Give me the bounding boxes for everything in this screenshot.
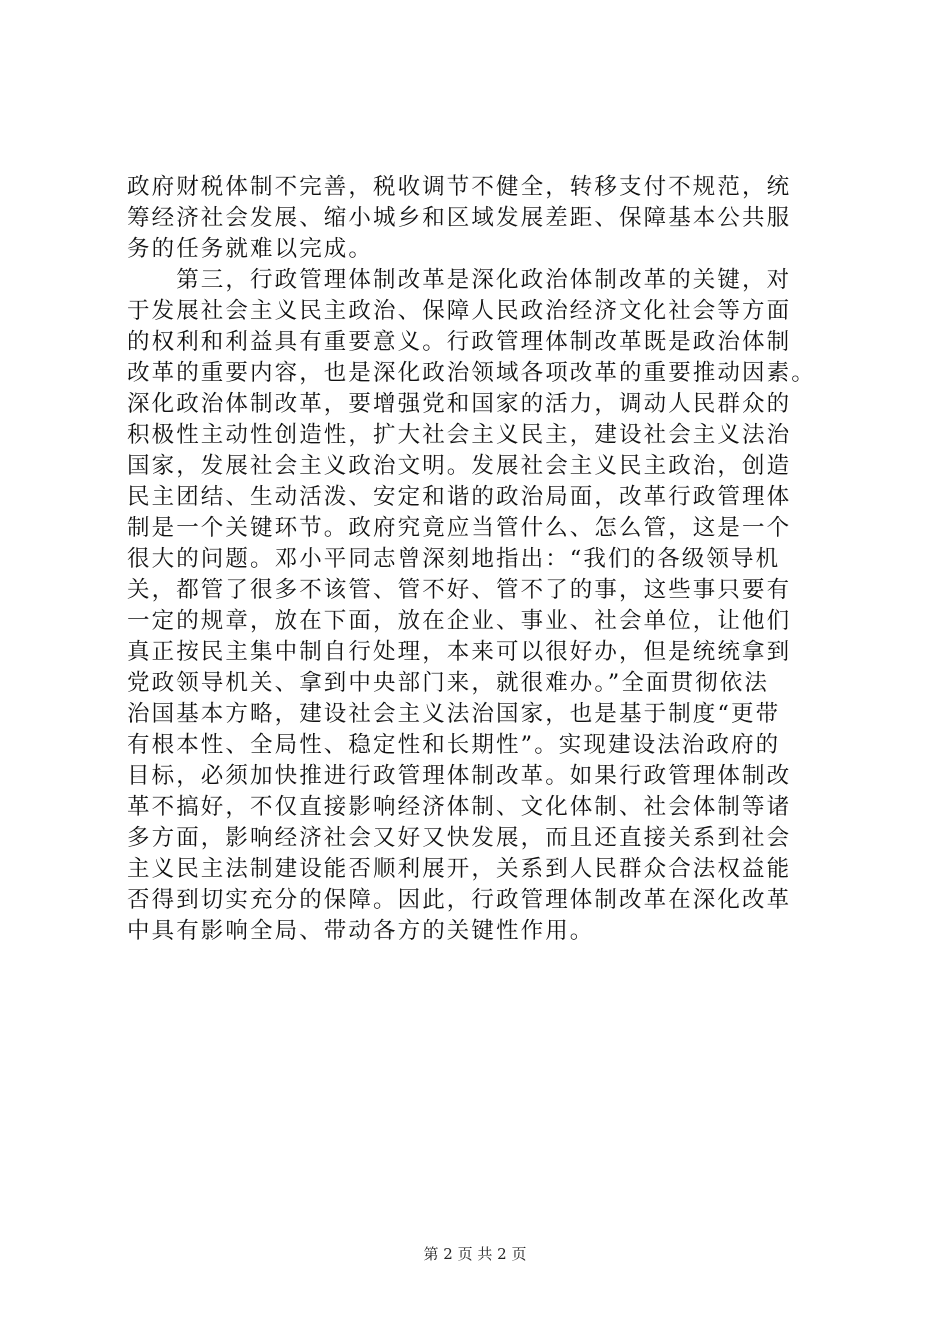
text-line: 否得到切实充分的保障。因此，行政管理体制改革在深化改革	[127, 887, 792, 913]
text-line: 主义民主法制建设能否顺利展开，关系到人民群众合法权益能	[127, 856, 792, 882]
text-line: 积极性主动性创造性，扩大社会主义民主，建设社会主义法治	[127, 422, 792, 448]
text-line: 有根本性、全局性、稳定性和长期性”。实现建设法治政府的	[127, 732, 781, 758]
page-number-footer: 第 2 页 共 2 页	[423, 1245, 527, 1263]
text-line: 很大的问题。邓小平同志曾深刻地指出：“我们的各级领导机	[127, 546, 781, 572]
text-line: 民主团结、生动活泼、安定和谐的政治局面，改革行政管理体	[127, 484, 792, 510]
text-line: 国家，发展社会主义政治文明。发展社会主义民主政治，创造	[127, 453, 792, 479]
text-line: 的权利和利益具有重要意义。行政管理体制改革既是政治体制	[127, 329, 792, 355]
text-line: 筹经济社会发展、缩小城乡和区域发展差距、保障基本公共服	[127, 205, 792, 231]
text-line: 关，都管了很多不该管、管不好、管不了的事，这些事只要有	[127, 577, 792, 603]
text-line: 党政领导机关、拿到中央部门来，就很难办。”全面贯彻依法	[127, 670, 769, 696]
text-line: 中具有影响全局、带动各方的关键性作用。	[127, 918, 595, 944]
text-line: 深化政治体制改革，要增强党和国家的活力，调动人民群众的	[127, 391, 792, 417]
text-line: 于发展社会主义民主政治、保障人民政治经济文化社会等方面	[127, 298, 792, 324]
body-text	[127, 172, 847, 947]
text-line: 多方面，影响经济社会又好又快发展，而且还直接关系到社会	[127, 825, 792, 851]
text-line: 务的任务就难以完成。	[127, 236, 374, 262]
text-line: 改革的重要内容，也是深化政治领域各项改革的重要推动因素。	[127, 360, 816, 386]
text-line: 政府财税体制不完善，税收调节不健全，转移支付不规范，统	[127, 174, 792, 200]
text-line: 一定的规章，放在下面，放在企业、事业、社会单位，让他们	[127, 608, 792, 634]
text-line: 真正按民主集中制自行处理，本来可以很好办，但是统统拿到	[127, 639, 792, 665]
text-line: 治国基本方略，建设社会主义法治国家，也是基于制度“更带	[127, 701, 781, 727]
text-line: 革不搞好，不仅直接影响经济体制、文化体制、社会体制等诸	[127, 794, 792, 820]
text-line: 目标，必须加快推进行政管理体制改革。如果行政管理体制改	[127, 763, 792, 789]
text-line: 制是一个关键环节。政府究竟应当管什么、怎么管，这是一个	[127, 515, 792, 541]
text-line: 第三，行政管理体制改革是深化政治体制改革的关键，对	[127, 267, 792, 293]
